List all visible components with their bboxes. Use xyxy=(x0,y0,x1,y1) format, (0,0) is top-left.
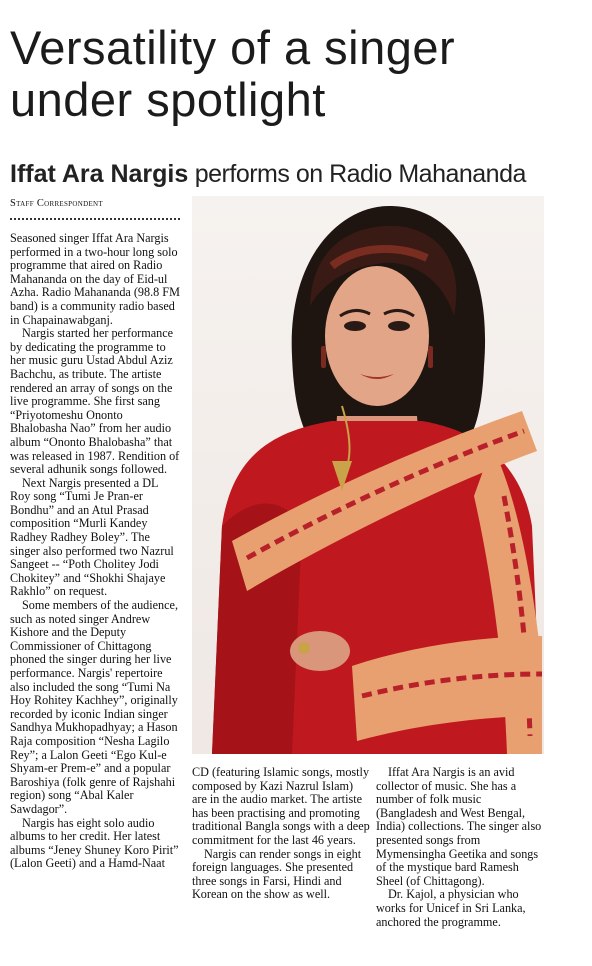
headline-line-2: under spotlight xyxy=(10,73,326,126)
paragraph: Nargis has eight solo audio albums to her credit. Her latest albums “Jeney Shuney Koro Pirit” (Lalon Geeti) and a Hamd-Naat xyxy=(10,815,179,871)
subheadline xyxy=(10,158,585,190)
paragraph: Seasoned singer Iffat Ara Nargis performed in a two-hour long solo programme that aired on Radio Mahananda on the day of Eid-ul Azha. Radio Mahananda (98.8 FM band) is a community radio based in Chapainawabganj. xyxy=(10,231,180,327)
singer-photo xyxy=(192,196,544,754)
column-2 xyxy=(192,766,370,902)
paragraph: Nargis started her performance by dedicating the programme to her music guru Ustad Abdul Aziz Bachchu, as tribute. The artiste rendered an array of songs on the live programme. She first sang “Priyotomeshu Ononto Bhalobasha Nao” from her audio album “Ononto Bhalobasha” that was released in 1987. Rendition of several adhunik songs followed. xyxy=(10,326,180,477)
headline-line-1: Versatility of a singer xyxy=(10,21,456,74)
portrait-icon xyxy=(192,196,544,754)
paragraph: Iffat Ara Nargis is an avid collector of music. She has a number of folk music (Bangladesh and West Bengal, India) collections. The singer also presented songs from Mymensingha Geetika and songs of the mystique bard Ramesh Sheel (of Chittagong). xyxy=(376,765,542,888)
headline xyxy=(10,22,585,126)
column-1 xyxy=(10,232,180,871)
column-3 xyxy=(376,766,544,929)
singer-name: Iffat Ara Nargis xyxy=(10,160,189,188)
paragraph: Next Nargis presented a DL Roy song “Tumi Je Pran-er Bondhu” and an Atul Prasad composition “Murli Kandey Radhey Radhey Boley”. The singer also performed two Nazrul Sangeet -- “Poth Cholitey Jodi Chokitey” and “Shokhi Shajaye Rakhlo” on request. xyxy=(10,475,174,599)
paragraph: Some members of the audience, such as noted singer Andrew Kishore and the Deputy Commissioner of Chittagong phoned the singer during her live performance. Nargis' repertoire also included the song “Tumi Na Hoy Rohitey Kachhey”, originally recorded by iconic Indian singer Sandhya Mukhopadhyay; a Hason Raja composition “Nesha Lagilo Rey”; a Lalon Geeti “Ego Kul-e Shyam-er Prem-e” and a popular Baroshiya (folk genre of Rajshahi region) song “Abal Kaler Sawdagor”. xyxy=(10,598,179,816)
subheadline-rest: performs on Radio Mahananda xyxy=(188,160,526,188)
paragraph: Dr. Kajol, a physician who works for Unicef in Sri Lanka, anchored the programme. xyxy=(376,887,526,929)
byline: Staff Correspondent xyxy=(10,198,103,209)
paragraph: CD (featuring Islamic songs, mostly composed by Kazi Nazrul Islam) are in the audio market. The artiste has been practising and promoting traditional Bangla songs with a deep commitment for the last 46 years. xyxy=(192,765,370,847)
dotted-divider xyxy=(10,218,180,220)
paragraph: Nargis can render songs in eight foreign languages. She presented three songs in Farsi, Hindi and Korean on the show as well. xyxy=(192,846,362,902)
